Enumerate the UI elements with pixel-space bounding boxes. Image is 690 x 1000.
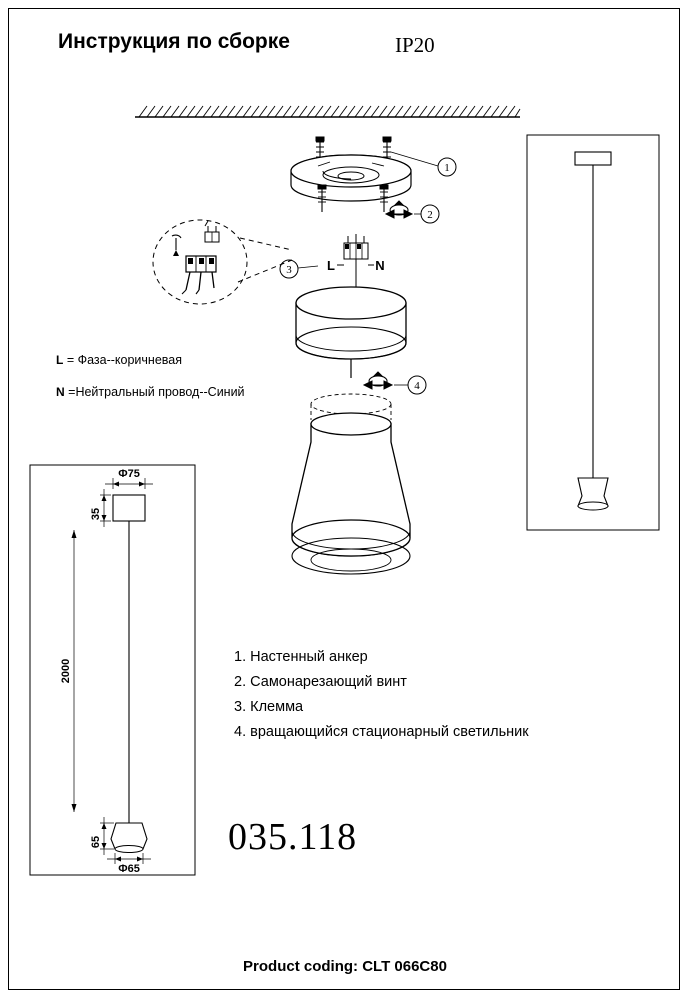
callout-label: 2 bbox=[427, 209, 433, 221]
ip-rating: IP20 bbox=[395, 33, 435, 57]
part-label: Самонарезающий винт bbox=[250, 674, 407, 690]
part-number: 2. bbox=[234, 674, 247, 690]
rotation-arrow-icon-4 bbox=[364, 372, 392, 389]
terminal-label-l: L bbox=[327, 258, 335, 273]
part-number: 3. bbox=[234, 699, 247, 715]
part-number: 4. bbox=[234, 724, 247, 740]
callout-4 bbox=[394, 376, 426, 394]
callout-3 bbox=[280, 260, 318, 278]
terminal-block bbox=[344, 234, 368, 292]
product-coding: Product coding: CLT 066C80 bbox=[243, 958, 447, 975]
lamp-shade-lower bbox=[292, 413, 410, 574]
product-code: 035.118 bbox=[228, 816, 358, 858]
legend-text-l: = Фаза--коричневая bbox=[66, 353, 183, 367]
callout-2 bbox=[414, 205, 439, 223]
legend-text-n: =Нейтральный провод--Синий bbox=[68, 385, 245, 399]
fixture-elevation-box bbox=[527, 135, 659, 530]
part-number: 1. bbox=[234, 649, 247, 665]
ceiling-canopy bbox=[291, 155, 411, 201]
part-label: Настенный анкер bbox=[250, 649, 368, 665]
part-label: вращающийся стационарный светильник bbox=[250, 724, 529, 740]
dim-top-diameter: Ф75 bbox=[118, 468, 140, 480]
callout-label: 3 bbox=[286, 264, 292, 276]
callout-label: 4 bbox=[414, 380, 420, 392]
page-title: Инструкция по сборке bbox=[58, 30, 290, 53]
dim-bottom-diameter: Ф65 bbox=[118, 863, 140, 875]
dimension-drawing-box bbox=[30, 465, 195, 875]
legend-symbol-n: N bbox=[56, 385, 65, 399]
dim-cord-length: 2000 bbox=[60, 658, 72, 684]
callout-label: 1 bbox=[444, 162, 450, 174]
part-label: Клемма bbox=[250, 699, 304, 715]
terminal-detail-bubble bbox=[153, 220, 292, 304]
dim-canopy-height: 35 bbox=[90, 507, 102, 521]
lamp-body-upper bbox=[296, 287, 406, 378]
rotation-arrow-icon-2 bbox=[386, 201, 412, 218]
dim-shade-height: 65 bbox=[90, 835, 102, 849]
legend-symbol-l: L bbox=[56, 353, 64, 367]
terminal-label-n: N bbox=[375, 258, 385, 273]
ceiling-line bbox=[135, 106, 520, 117]
